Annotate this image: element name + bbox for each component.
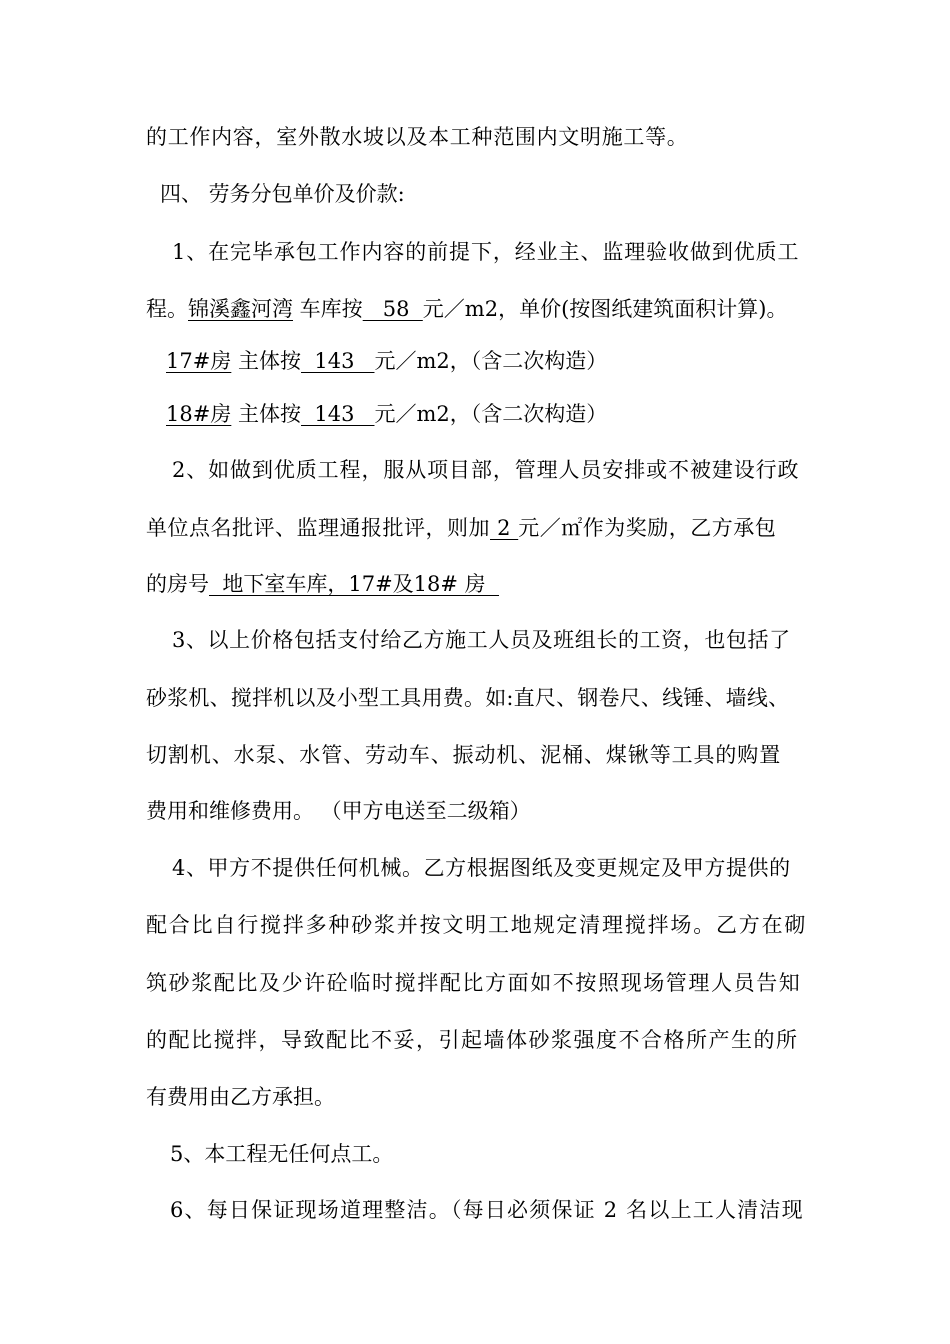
house-numbers: 地下室车库，17#及18# 房	[209, 572, 500, 596]
price-17: 143	[301, 349, 375, 373]
paragraph-line: 筑砂浆配比及少许砼临时搅拌配比方面如不按照现场管理人员告知	[146, 971, 802, 995]
building-18: 18#房	[166, 402, 232, 426]
paragraph-line: 的配比搅拌，导致配比不妥，引起墙体砂浆强度不合格所产生的所	[146, 1028, 799, 1052]
text: 的房号	[146, 572, 209, 596]
text: 元／m2，（含二次构造）	[374, 349, 608, 373]
paragraph-line	[146, 514, 776, 542]
text: 元／㎡作为奖励，乙方承包	[518, 516, 777, 540]
paragraph-line: 3、以上价格包括支付给乙方施工人员及班组长的工资，也包括了	[172, 628, 791, 652]
paragraph-line: 4、甲方不提供任何机械。乙方根据图纸及变更规定及甲方提供的	[172, 856, 791, 880]
paragraph-line: 费用和维修费用。 （甲方电送至二级箱）	[146, 799, 531, 823]
paragraph-line: 配合比自行搅拌多种砂浆并按文明工地规定清理搅拌场。乙方在砌	[146, 913, 808, 937]
price-line-17	[166, 347, 607, 375]
paragraph-line: 有费用由乙方承担。	[146, 1085, 335, 1109]
text: 主体按	[231, 402, 302, 426]
paragraph-line: 1、在完毕承包工作内容的前提下，经业主、监理验收做到优质工	[172, 240, 800, 264]
price-line-garage	[146, 295, 787, 323]
paragraph-line: 6、每日保证现场道理整洁。（每日必须保证 2 名以上工人清洁现	[170, 1198, 804, 1222]
paragraph-line: 切割机、水泵、水管、劳动车、振动机、泥桶、煤锹等工具的购置	[146, 743, 782, 767]
text: 元／m2，（含二次构造）	[374, 402, 608, 426]
price-line-18	[166, 400, 607, 428]
text: 车库按	[293, 297, 363, 321]
text: 程。	[146, 297, 188, 321]
paragraph-line: 的工作内容，室外散水坡以及本工种范围内文明施工等。	[146, 125, 689, 149]
text: 单位点名批评、监理通报批评，则加	[146, 516, 490, 540]
text: 主体按	[231, 349, 302, 373]
project-name: 锦溪鑫河湾	[188, 297, 293, 321]
bonus-amount: 2	[490, 516, 519, 540]
paragraph-line: 5、本工程无任何点工。	[170, 1142, 394, 1166]
paragraph-line	[146, 570, 499, 598]
price-18: 143	[301, 402, 375, 426]
building-17: 17#房	[166, 349, 232, 373]
paragraph-line: 砂浆机、搅拌机以及小型工具用费。如:直尺、钢卷尺、线锤、墙线、	[146, 686, 790, 710]
section-heading: 四、 劳务分包单价及价款:	[160, 182, 405, 206]
text: 元／m2，单价(按图纸建筑面积计算)。	[422, 297, 788, 321]
garage-price: 58	[362, 297, 423, 321]
paragraph-line: 2、如做到优质工程，服从项目部，管理人员安排或不被建设行政	[172, 458, 800, 482]
